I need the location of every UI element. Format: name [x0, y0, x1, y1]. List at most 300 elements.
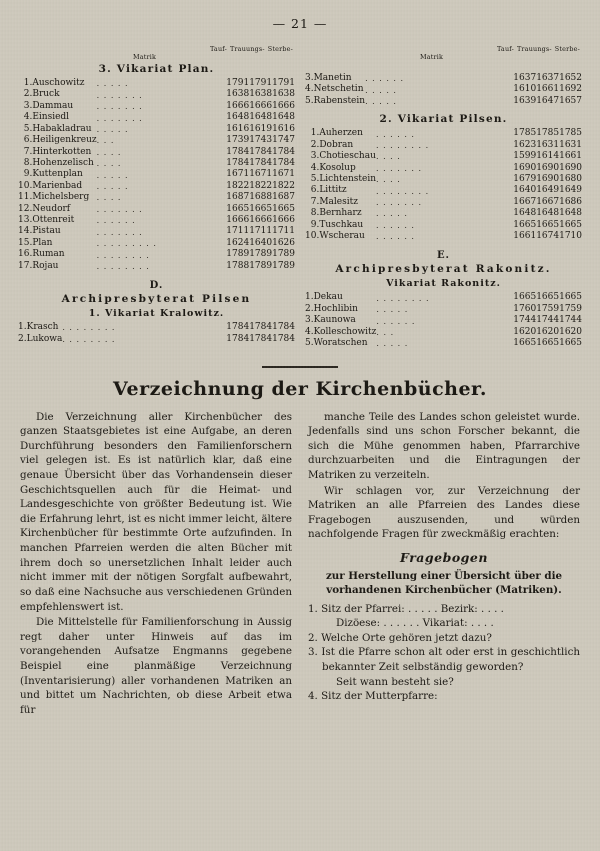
year-trauung: 1789 [249, 249, 273, 260]
row-number: 1. [305, 292, 314, 303]
year-sterbe: 1686 [559, 196, 582, 207]
section-title-archipresbyterat-rakonitz: Archipresbyterat Rakonitz. [335, 263, 552, 276]
fragebogen-subtitle: zur Herstellung einer Übersicht über die vorhandenen Kirchenbücher (Matriken). [325, 569, 563, 596]
leader-dots: . . . . . . . [96, 227, 143, 237]
place-name: Neudorf [32, 203, 71, 214]
table-row [305, 84, 582, 95]
table-row [305, 174, 582, 185]
year-trauung: 1638 [249, 89, 273, 100]
year-sterbe: 1789 [272, 249, 295, 260]
year-sterbe: 1784 [272, 146, 295, 157]
year-sterbe: 1620 [559, 326, 582, 337]
year-trauung: 1784 [249, 157, 273, 168]
year-trauung: 1648 [536, 208, 560, 219]
year-tauf: 1665 [226, 203, 250, 214]
leader-dots: . . . . . . . . [96, 262, 150, 272]
section-subtitle-vikariat-kralowitz: 1. Vikariat Kralowitz. [88, 308, 225, 320]
tables-right-column [305, 45, 582, 350]
place-name: Pistau [32, 226, 61, 237]
table-row [305, 231, 582, 242]
year-tauf: 1620 [513, 326, 537, 337]
table-row [18, 158, 295, 169]
row-number: 3. [310, 151, 320, 162]
year-tauf: 1679 [513, 173, 537, 184]
leader-dots: . . . . . [96, 124, 129, 134]
year-tauf: 1616 [226, 123, 250, 134]
row-number: 4. [23, 112, 33, 123]
table-row [305, 338, 582, 349]
year-sterbe: 1665 [559, 292, 582, 303]
year-trauung: 1647 [536, 95, 560, 106]
table-row [305, 140, 582, 151]
section-letter-d: D. [149, 280, 164, 292]
table-row [18, 215, 295, 226]
year-trauung: 1671 [249, 169, 273, 180]
year-trauung: 1666 [249, 215, 273, 226]
leader-dots: . . . . . [365, 97, 397, 107]
row-number: 3. [305, 73, 314, 83]
leader-dots: . . . . . . . [376, 163, 423, 173]
place-name: Ruman [32, 249, 65, 260]
table-row [305, 197, 582, 208]
row-number: 16. [18, 249, 33, 260]
place-name: Dobran [319, 139, 354, 150]
row-number: 4. [305, 84, 314, 95]
row-number: 2. [18, 333, 27, 344]
row-number: 5. [305, 95, 314, 106]
table-row [18, 261, 295, 272]
row-number: 2. [305, 303, 314, 314]
place-name: Rabenstein [313, 95, 366, 106]
list-item: 3. Ist die Pfarre schon alt oder erst in geschichtlich bekannter Zeit selbständig geworden? [308, 646, 580, 674]
year-trauung: 1784 [249, 322, 273, 333]
matrik-col-tauf: Tauf- [209, 45, 227, 53]
year-tauf: 1666 [226, 215, 250, 226]
row-number: 14. [18, 226, 33, 237]
table-row [305, 292, 582, 303]
place-name: Kosolup [319, 162, 356, 173]
row-number: 3. [305, 315, 314, 326]
year-sterbe: 1744 [559, 315, 582, 326]
row-number: 1. [310, 128, 320, 139]
year-sterbe: 1710 [559, 231, 582, 242]
year-tauf: 1665 [513, 219, 537, 230]
year-tauf: 1648 [513, 208, 537, 219]
place-name: Hochlibin [313, 303, 358, 314]
leader-dots: . . . . . [365, 85, 397, 95]
year-tauf: 1785 [513, 128, 537, 139]
table-row [305, 327, 582, 338]
table-row [18, 124, 295, 135]
leader-dots: . . . . . . [365, 74, 405, 84]
table-vikariat-plan [18, 78, 295, 272]
place-name: Bruck [32, 89, 60, 100]
table-row [305, 96, 582, 107]
table-row [18, 226, 295, 237]
place-name: Einsiedl [32, 112, 70, 123]
row-number: 11. [18, 192, 33, 203]
section-title-vikariat-pilsen: 2. Vikariat Pilsen. [379, 113, 508, 126]
leader-dots: . . . . [96, 147, 122, 157]
year-sterbe: 1666 [272, 215, 295, 226]
matrik-col-trauungs: Trauungs- [516, 45, 552, 53]
table-row [18, 147, 295, 158]
year-tauf: 1791 [226, 78, 250, 88]
year-sterbe: 1648 [272, 112, 295, 123]
year-sterbe: 1657 [559, 95, 582, 106]
year-tauf: 1739 [226, 135, 250, 146]
row-number: 4. [305, 326, 314, 337]
year-sterbe: 1687 [272, 192, 295, 203]
year-sterbe: 1711 [272, 226, 295, 237]
year-trauung: 1743 [249, 135, 273, 146]
year-tauf: 1687 [226, 192, 250, 203]
year-tauf: 1784 [226, 322, 250, 333]
leader-dots: . . . . . [376, 305, 409, 315]
year-trauung: 1667 [536, 196, 560, 207]
place-name: Malesitz [319, 196, 358, 207]
paragraph: Wir schlagen vor, zur Verzeichnung der Matriken an alle Pfarreien des Landes diese Fragebogen auszusenden, und würden nachfolgende Fragen für zweckmäßig erachten: [308, 484, 580, 541]
section-divider [262, 366, 338, 368]
place-name: Lukowa [26, 333, 63, 344]
matrik-label: Matrik [132, 53, 157, 61]
year-tauf: 1822 [226, 180, 250, 191]
year-trauung: 1665 [536, 292, 560, 303]
matrik-col-tauf: Tauf- [496, 45, 514, 53]
year-tauf: 1666 [226, 100, 250, 111]
leader-dots: . . . . . . [376, 129, 415, 139]
row-number: 7. [23, 146, 33, 157]
year-trauung: 1690 [536, 173, 560, 184]
list-item: 2. Welche Orte gehören jetzt dazu? [308, 631, 492, 644]
year-trauung: 1785 [536, 128, 560, 139]
list-item: 1. Sitz der Pfarrei: . . . . . Bezirk: . . . . [308, 602, 504, 615]
table-row [18, 238, 295, 249]
year-tauf: 1661 [513, 231, 537, 242]
article-body [0, 410, 600, 719]
row-number: 10. [18, 180, 33, 191]
table-row [18, 169, 295, 180]
matrik-tables [0, 31, 600, 350]
year-sterbe: 1759 [559, 303, 582, 314]
year-trauung: 1674 [536, 231, 560, 242]
place-name: Dammau [32, 100, 74, 111]
table-row [18, 334, 295, 345]
place-name: Krasch [26, 322, 59, 333]
matrik-col-sterbe: Sterbe- [267, 45, 293, 53]
year-tauf: 1760 [513, 303, 537, 314]
leader-dots: . . . . . . . [96, 204, 143, 214]
row-number: 9. [310, 219, 320, 230]
year-sterbe: 1671 [272, 169, 295, 180]
place-name: Hohenzelisch [32, 157, 94, 168]
year-trauung: 1784 [249, 146, 273, 157]
leader-dots: . . . . . [96, 170, 129, 180]
leader-dots: . . . . . . [376, 220, 415, 230]
year-sterbe: 1789 [272, 260, 295, 271]
year-trauung: 1631 [536, 139, 560, 150]
table-row [305, 128, 582, 139]
year-sterbe: 1616 [272, 123, 295, 134]
year-tauf: 1599 [513, 151, 537, 162]
place-name: Dekau [313, 292, 343, 303]
section-title-vikariat-plan: 3. Vikariat Plan. [98, 63, 215, 75]
matrik-header-right [305, 45, 582, 61]
year-trauung: 1688 [249, 192, 273, 203]
year-sterbe: 1665 [559, 338, 582, 349]
paragraph: Die Mittelstelle für Familienforschung in Aussig regt daher unter Hinweis auf das im vorangehenden Aufsatze Engmanns gegebene Beispiel eine planmäßige Verzeichnung (Inventarisierung) aller vorhandenen Matriken an und bittet um Nachrichten, ob diese Arbeit etwa für [20, 616, 292, 716]
leader-dots: . . . . . [96, 79, 129, 89]
year-sterbe: 1649 [559, 185, 582, 196]
table-row [18, 112, 295, 123]
year-tauf: 1784 [226, 333, 250, 344]
article-headline: Verzeichnung der Kirchenbücher. [113, 377, 487, 400]
leader-dots: . . . . . [376, 339, 409, 349]
leader-dots: . . . . [96, 193, 122, 203]
place-name: Woratschen [313, 338, 368, 349]
row-number: 13. [18, 215, 33, 226]
year-sterbe: 1665 [559, 219, 582, 230]
section-letter-e: E. [436, 250, 451, 262]
year-tauf: 1690 [513, 162, 537, 173]
section-subtitle-vikariat-rakonitz: Vikariat Rakonitz. [386, 278, 501, 290]
leader-dots: . . . . . . [96, 216, 136, 226]
place-name: Auschowitz [32, 78, 85, 88]
list-item: Dizöese: . . . . . . Vikariat: . . . . [336, 617, 494, 630]
leader-dots: . . . . . . . [96, 90, 143, 100]
year-tauf: 1638 [226, 89, 250, 100]
row-number: 8. [310, 208, 320, 219]
year-trauung: 1665 [536, 219, 560, 230]
table-vikariat-plan-continued [305, 73, 582, 107]
row-number: 2. [23, 89, 33, 100]
year-trauung: 1789 [249, 260, 273, 271]
table-row [305, 163, 582, 174]
table-row [18, 101, 295, 112]
paragraph: Die Verzeichnung aller Kirchenbücher des ganzen Staatsgebietes ist eine Aufgabe, an deren Durchführung besonders den Familienforschern viel gelegen ist. Es ist natürlich klar, daß eine genaue Übersicht über das Vorhandensein dieser Geschichtsquellen auch für die Heimat- und Landesgeschichte von größter Bedeutung ist. Wie die Erfahrung lehrt, ist es nicht immer leicht, ältere Kirchenbücher für bestimmte Orte aufzufinden. In manchen Pfarreien werden die alten Bücher mit ihrem doch so unersetzlichen Inhalt leider auch nicht immer mit der nötigen Sorgfalt aufbewahrt, so daß eine Nachsuche aus verschiedenen Gründen empfehlenswert ist. [20, 410, 292, 613]
year-tauf: 1640 [513, 185, 537, 196]
table-vikariat-rakonitz [305, 292, 582, 349]
year-tauf: 1665 [513, 292, 537, 303]
list-item: Seit wann besteht sie? [336, 675, 454, 688]
place-name: Chotieschau [319, 151, 376, 162]
year-tauf: 1610 [513, 84, 537, 95]
year-sterbe: 1666 [272, 100, 295, 111]
year-trauung: 1619 [249, 123, 273, 134]
year-trauung: 1822 [249, 180, 273, 191]
year-sterbe: 1665 [272, 203, 295, 214]
row-number: 8. [23, 157, 33, 168]
place-name: Netschetin [313, 84, 364, 95]
tables-left-column [18, 45, 295, 350]
year-tauf: 1648 [226, 112, 250, 123]
year-sterbe: 1785 [559, 128, 582, 139]
year-tauf: 1671 [226, 169, 250, 180]
year-tauf: 1789 [226, 249, 250, 260]
row-number: 5. [305, 338, 314, 349]
year-trauung: 1665 [536, 338, 560, 349]
row-number: 7. [310, 196, 320, 207]
row-number: 12. [18, 203, 33, 214]
table-row [305, 220, 582, 231]
year-trauung: 1666 [249, 100, 273, 111]
year-tauf: 1784 [226, 157, 250, 168]
row-number: 2. [310, 139, 320, 150]
row-number: 3. [23, 100, 33, 111]
place-name: Wscherau [319, 231, 365, 242]
matrik-label: Matrik [419, 53, 444, 61]
place-name: Michelsberg [32, 192, 90, 203]
place-name: Heiligenkreuz [32, 135, 97, 146]
place-name: Kolleschowitz [313, 326, 377, 337]
section-title-archipresbyterat-pilsen: Archipresbyterat Pilsen [61, 293, 252, 306]
year-trauung: 1784 [249, 333, 273, 344]
body-left-column [20, 410, 292, 719]
row-number: 17. [18, 260, 33, 271]
year-trauung: 1614 [536, 151, 560, 162]
place-name: Manetin [313, 73, 352, 83]
place-name: Marienbad [32, 180, 83, 191]
year-trauung: 1637 [536, 73, 560, 83]
matrik-col-sterbe: Sterbe- [554, 45, 580, 53]
place-name: Hinterkotten [32, 146, 92, 157]
table-row [18, 322, 295, 333]
year-trauung: 1648 [249, 112, 273, 123]
year-sterbe: 1661 [559, 151, 582, 162]
year-tauf: 1623 [513, 139, 537, 150]
year-trauung: 1620 [536, 326, 560, 337]
place-name: Plan [32, 237, 53, 248]
year-trauung: 1759 [536, 303, 560, 314]
year-trauung: 1711 [249, 226, 273, 237]
row-number: 1. [23, 78, 33, 88]
table-row [305, 185, 582, 196]
year-sterbe: 1791 [272, 78, 295, 88]
fragebogen-title: Fragebogen [400, 550, 488, 566]
year-tauf: 1637 [513, 73, 537, 83]
leader-dots: . . . . . . . . . [96, 239, 157, 249]
leader-dots: . . . . . . [376, 232, 415, 242]
year-trauung: 1744 [536, 315, 560, 326]
leader-dots: . . . . . [96, 182, 129, 192]
place-name: Kaunowa [313, 315, 356, 326]
row-number: 9. [23, 169, 33, 180]
leader-dots: . . . . . . . . [96, 250, 150, 260]
year-tauf: 1784 [226, 146, 250, 157]
year-sterbe: 1784 [272, 333, 295, 344]
row-number: 5. [23, 123, 33, 134]
place-name: Rojau [32, 260, 59, 271]
year-trauung: 1649 [536, 185, 560, 196]
year-sterbe: 1692 [559, 84, 582, 95]
year-sterbe: 1652 [559, 73, 582, 83]
row-number: 5. [310, 173, 320, 184]
year-tauf: 1711 [226, 226, 250, 237]
table-row [305, 208, 582, 219]
matrik-col-trauungs: Trauungs- [229, 45, 265, 53]
leader-dots: . . . . . . . [96, 102, 143, 112]
table-row [18, 78, 295, 89]
year-sterbe: 1638 [272, 89, 295, 100]
table-row [18, 181, 295, 192]
leader-dots: . . . . . . [376, 316, 416, 326]
year-sterbe: 1822 [272, 180, 295, 191]
place-name: Tuschkau [319, 219, 364, 230]
leader-dots: . . . . . . . [96, 113, 143, 123]
row-number: 6. [23, 135, 33, 146]
table-vikariat-pilsen [305, 128, 582, 242]
paragraph: manche Teile des Landes schon geleistet wurde. Jedenfalls sind uns schon Forscher bekannt, die sich die Mühe genommen haben, Pfarrarchive durchzuarbeiten und die Eintragungen der Matriken zu verzeiteln. [308, 410, 580, 482]
year-sterbe: 1626 [272, 237, 295, 248]
leader-dots: . . . . . . . . [376, 293, 430, 303]
table-row [305, 304, 582, 315]
place-name: Habakladrau [32, 123, 92, 134]
year-trauung: 1665 [249, 203, 273, 214]
year-tauf: 1744 [513, 315, 537, 326]
leader-dots: . . . . . . . . [376, 140, 430, 150]
row-number: 6. [310, 185, 320, 196]
year-trauung: 1791 [249, 78, 273, 88]
year-trauung: 1661 [536, 84, 560, 95]
body-right-column [308, 410, 580, 719]
leader-dots: . . . . . . . . [62, 334, 116, 344]
place-name: Auherzen [319, 128, 363, 139]
table-row [18, 249, 295, 260]
table-row [18, 135, 295, 146]
leader-dots: . . . . . [376, 209, 408, 219]
row-number: 4. [310, 162, 320, 173]
leader-dots: . . . . [376, 152, 401, 162]
year-sterbe: 1680 [559, 173, 582, 184]
year-tauf: 1665 [513, 338, 537, 349]
leader-dots: . . . . [376, 175, 401, 185]
table-row [18, 192, 295, 203]
row-number: 10. [305, 231, 320, 242]
leader-dots: . . . . [96, 159, 122, 169]
table-row [305, 73, 582, 84]
place-name: Bernharz [319, 208, 362, 219]
year-sterbe: 1747 [272, 135, 295, 146]
table-row [305, 315, 582, 326]
leader-dots: . . . . . . . . [376, 186, 430, 196]
year-tauf: 1667 [513, 196, 537, 207]
list-item: 4. Sitz der Mutterpfarre: [308, 690, 438, 703]
place-name: Kuttenplan [32, 169, 83, 180]
leader-dots: . . . . . . . [376, 198, 423, 208]
place-name: Littitz [319, 185, 347, 196]
year-sterbe: 1784 [272, 322, 295, 333]
table-row [305, 151, 582, 162]
place-name: Ottenreit [32, 215, 75, 226]
year-tauf: 1788 [226, 260, 250, 271]
year-sterbe: 1784 [272, 157, 295, 168]
table-row [18, 204, 295, 215]
leader-dots: . . . [96, 136, 115, 146]
table-row [18, 89, 295, 100]
year-tauf: 1639 [513, 95, 537, 106]
row-number: 15. [18, 237, 33, 248]
year-sterbe: 1631 [559, 139, 582, 150]
leader-dots: . . . . . . . . [62, 323, 116, 333]
table-vikariat-kralowitz [18, 322, 295, 345]
page-number: — 21 — [272, 16, 328, 31]
place-name: Lichtenstein [319, 173, 376, 184]
leader-dots: . . . [376, 328, 395, 338]
year-tauf: 1624 [226, 237, 250, 248]
year-trauung: 1640 [249, 237, 273, 248]
questionnaire-list [308, 602, 580, 704]
row-number: 1. [18, 322, 27, 333]
